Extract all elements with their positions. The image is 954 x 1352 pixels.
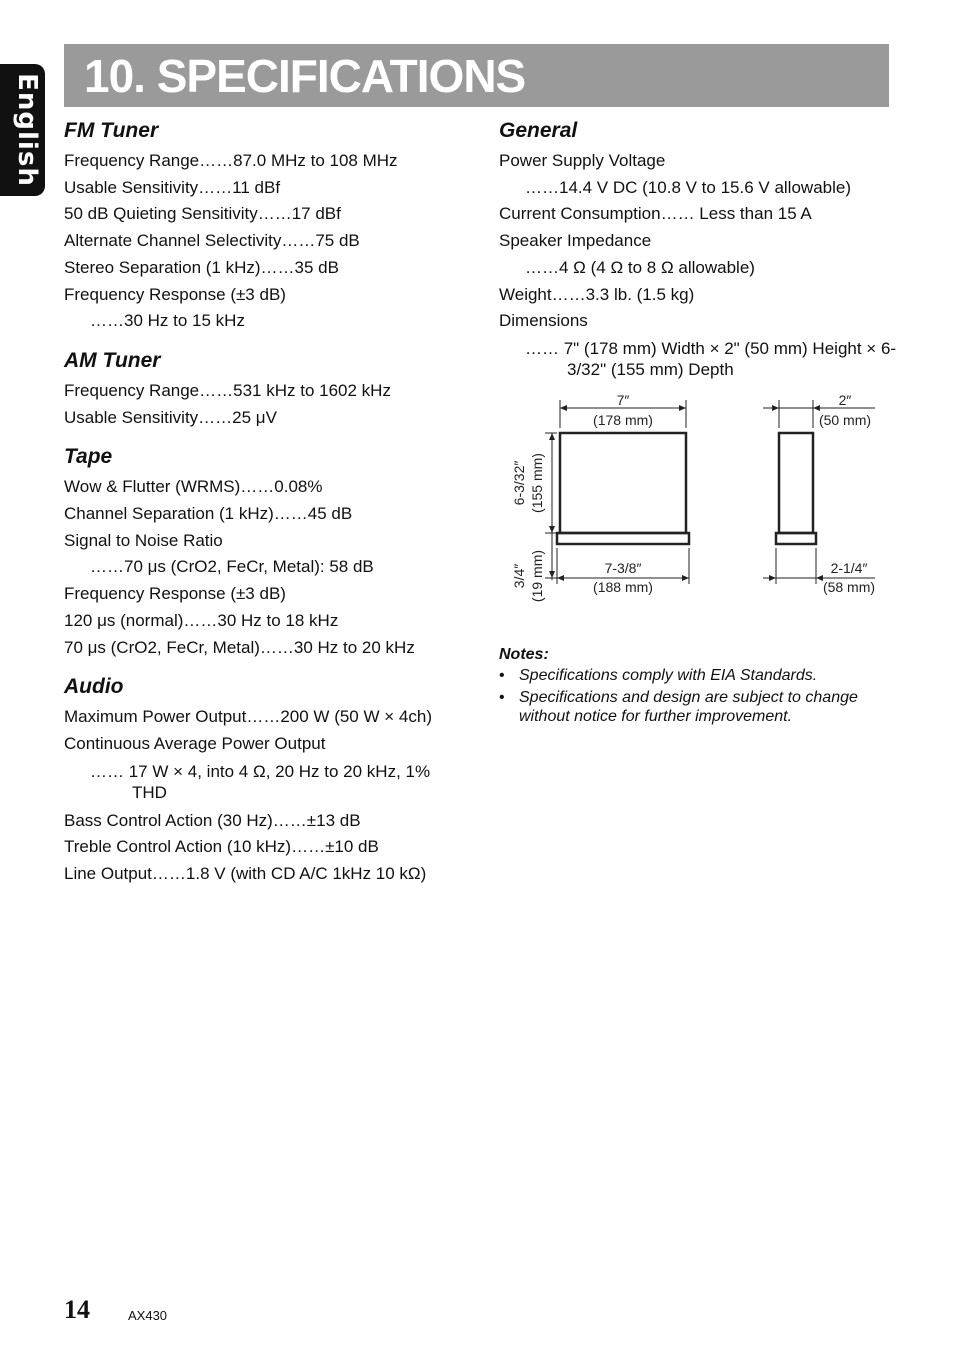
front-width-in-label: 7″ bbox=[616, 392, 630, 408]
spec-line: Treble Control Action (10 kHz)……±10 dB bbox=[64, 837, 379, 857]
page-title: 10. SPECIFICATIONS bbox=[84, 50, 526, 102]
front-height-mm-label: (155 mm) bbox=[529, 453, 545, 513]
dimension-drawing bbox=[505, 388, 895, 608]
side-width-mm-label: (50 mm) bbox=[818, 412, 872, 428]
spec-line: Alternate Channel Selectivity……75 dB bbox=[64, 231, 360, 251]
language-tab bbox=[0, 64, 45, 196]
spec-line-indented: ……70 μs (CrO2, FeCr, Metal): 58 dB bbox=[90, 557, 374, 577]
side-view-body bbox=[779, 433, 813, 533]
spec-line-text: …… 7" (178 mm) Width × 2" (50 mm) Height × 6-3/32" (155 mm) Depth bbox=[525, 338, 897, 379]
right-column bbox=[499, 118, 899, 385]
spec-line-text: …… 17 W × 4, into 4 Ω, 20 Hz to 20 kHz, 1% THD bbox=[90, 761, 431, 802]
spec-line: Stereo Separation (1 kHz)……35 dB bbox=[64, 257, 339, 277]
spec-line: Dimensions bbox=[499, 311, 588, 331]
base-width-mm-label: (188 mm) bbox=[593, 579, 653, 595]
title-bar bbox=[64, 44, 889, 107]
general-heading: General bbox=[499, 119, 578, 142]
note-item bbox=[499, 666, 899, 685]
am-tuner-heading: AM Tuner bbox=[64, 348, 161, 372]
side-base-mm-label: (58 mm) bbox=[822, 579, 876, 595]
spec-line: 70 μs (CrO2, FeCr, Metal)……30 Hz to 20 kHz bbox=[64, 637, 415, 657]
page-number: 14 bbox=[64, 1295, 90, 1324]
spec-line: Speaker Impedance bbox=[499, 231, 652, 251]
front-view-body bbox=[560, 433, 686, 533]
spec-line: Continuous Average Power Output bbox=[64, 733, 326, 753]
spec-line: 120 μs (normal)……30 Hz to 18 kHz bbox=[64, 610, 339, 630]
audio-heading: Audio bbox=[64, 675, 124, 699]
notes-title: Notes: bbox=[499, 646, 549, 663]
note-text: Specifications comply with EIA Standards. bbox=[519, 667, 818, 684]
spec-line: Line Output……1.8 V (with CD A/C 1kHz 10 kΩ) bbox=[64, 864, 427, 884]
spec-line: 50 dB Quieting Sensitivity……17 dBf bbox=[64, 204, 341, 224]
side-view-base bbox=[776, 533, 816, 544]
spec-line-indented: ……4 Ω (4 Ω to 8 Ω allowable) bbox=[525, 257, 755, 277]
bullet-icon: • bbox=[499, 689, 505, 706]
tape-heading: Tape bbox=[64, 445, 113, 469]
note-text: Specifications and design are subject to change without notice for further improvement. bbox=[519, 689, 858, 725]
front-height-in-label: 6-3/32″ bbox=[511, 460, 527, 506]
model-number: AX430 bbox=[128, 1308, 168, 1323]
language-tab-label: English bbox=[12, 73, 42, 187]
left-column bbox=[64, 118, 464, 888]
spec-line: Wow & Flutter (WRMS)……0.08% bbox=[64, 477, 323, 497]
spec-line: Channel Separation (1 kHz)……45 dB bbox=[64, 504, 353, 524]
spec-line-indented bbox=[64, 761, 464, 803]
tape-section bbox=[64, 444, 464, 661]
front-width-mm-label: (178 mm) bbox=[593, 412, 653, 428]
spec-line: Usable Sensitivity……25 μV bbox=[64, 407, 277, 427]
bullet-icon: • bbox=[499, 667, 505, 684]
spec-line: Current Consumption…… Less than 15 A bbox=[499, 204, 812, 224]
front-view-base bbox=[557, 533, 689, 544]
base-width-in-label: 7-3/8″ bbox=[604, 560, 642, 576]
side-base-in-label: 2-1/4″ bbox=[830, 560, 868, 576]
note-item bbox=[499, 688, 899, 726]
base-height-in-label: 3/4″ bbox=[511, 563, 527, 589]
spec-line: Usable Sensitivity……11 dBf bbox=[64, 177, 281, 197]
dimension-diagram bbox=[505, 388, 895, 608]
spec-line: Frequency Range……531 kHz to 1602 kHz bbox=[64, 380, 391, 400]
spec-line: Frequency Range……87.0 MHz to 108 MHz bbox=[64, 151, 398, 170]
audio-section bbox=[64, 674, 464, 888]
spec-line-indented bbox=[499, 338, 899, 380]
base-height-mm-label: (19 mm) bbox=[529, 549, 545, 603]
general-section bbox=[499, 118, 899, 380]
am-tuner-section bbox=[64, 348, 464, 431]
spec-line: Maximum Power Output……200 W (50 W × 4ch) bbox=[64, 707, 432, 727]
side-width-in-label: 2″ bbox=[838, 392, 852, 408]
spec-line: Power Supply Voltage bbox=[499, 151, 666, 170]
spec-line: Signal to Noise Ratio bbox=[64, 530, 223, 550]
spec-line: Frequency Response (±3 dB) bbox=[64, 284, 286, 304]
spec-line: Frequency Response (±3 dB) bbox=[64, 584, 286, 604]
spec-line: Weight……3.3 lb. (1.5 kg) bbox=[499, 284, 695, 304]
spec-line: Bass Control Action (30 Hz)……±13 dB bbox=[64, 810, 361, 830]
spec-line-indented: ……14.4 V DC (10.8 V to 15.6 V allowable) bbox=[525, 177, 851, 197]
spec-line-indented: ……30 Hz to 15 kHz bbox=[90, 311, 245, 331]
notes-section bbox=[499, 646, 899, 729]
fm-tuner-section bbox=[64, 118, 464, 335]
fm-tuner-heading: FM Tuner bbox=[64, 119, 159, 142]
